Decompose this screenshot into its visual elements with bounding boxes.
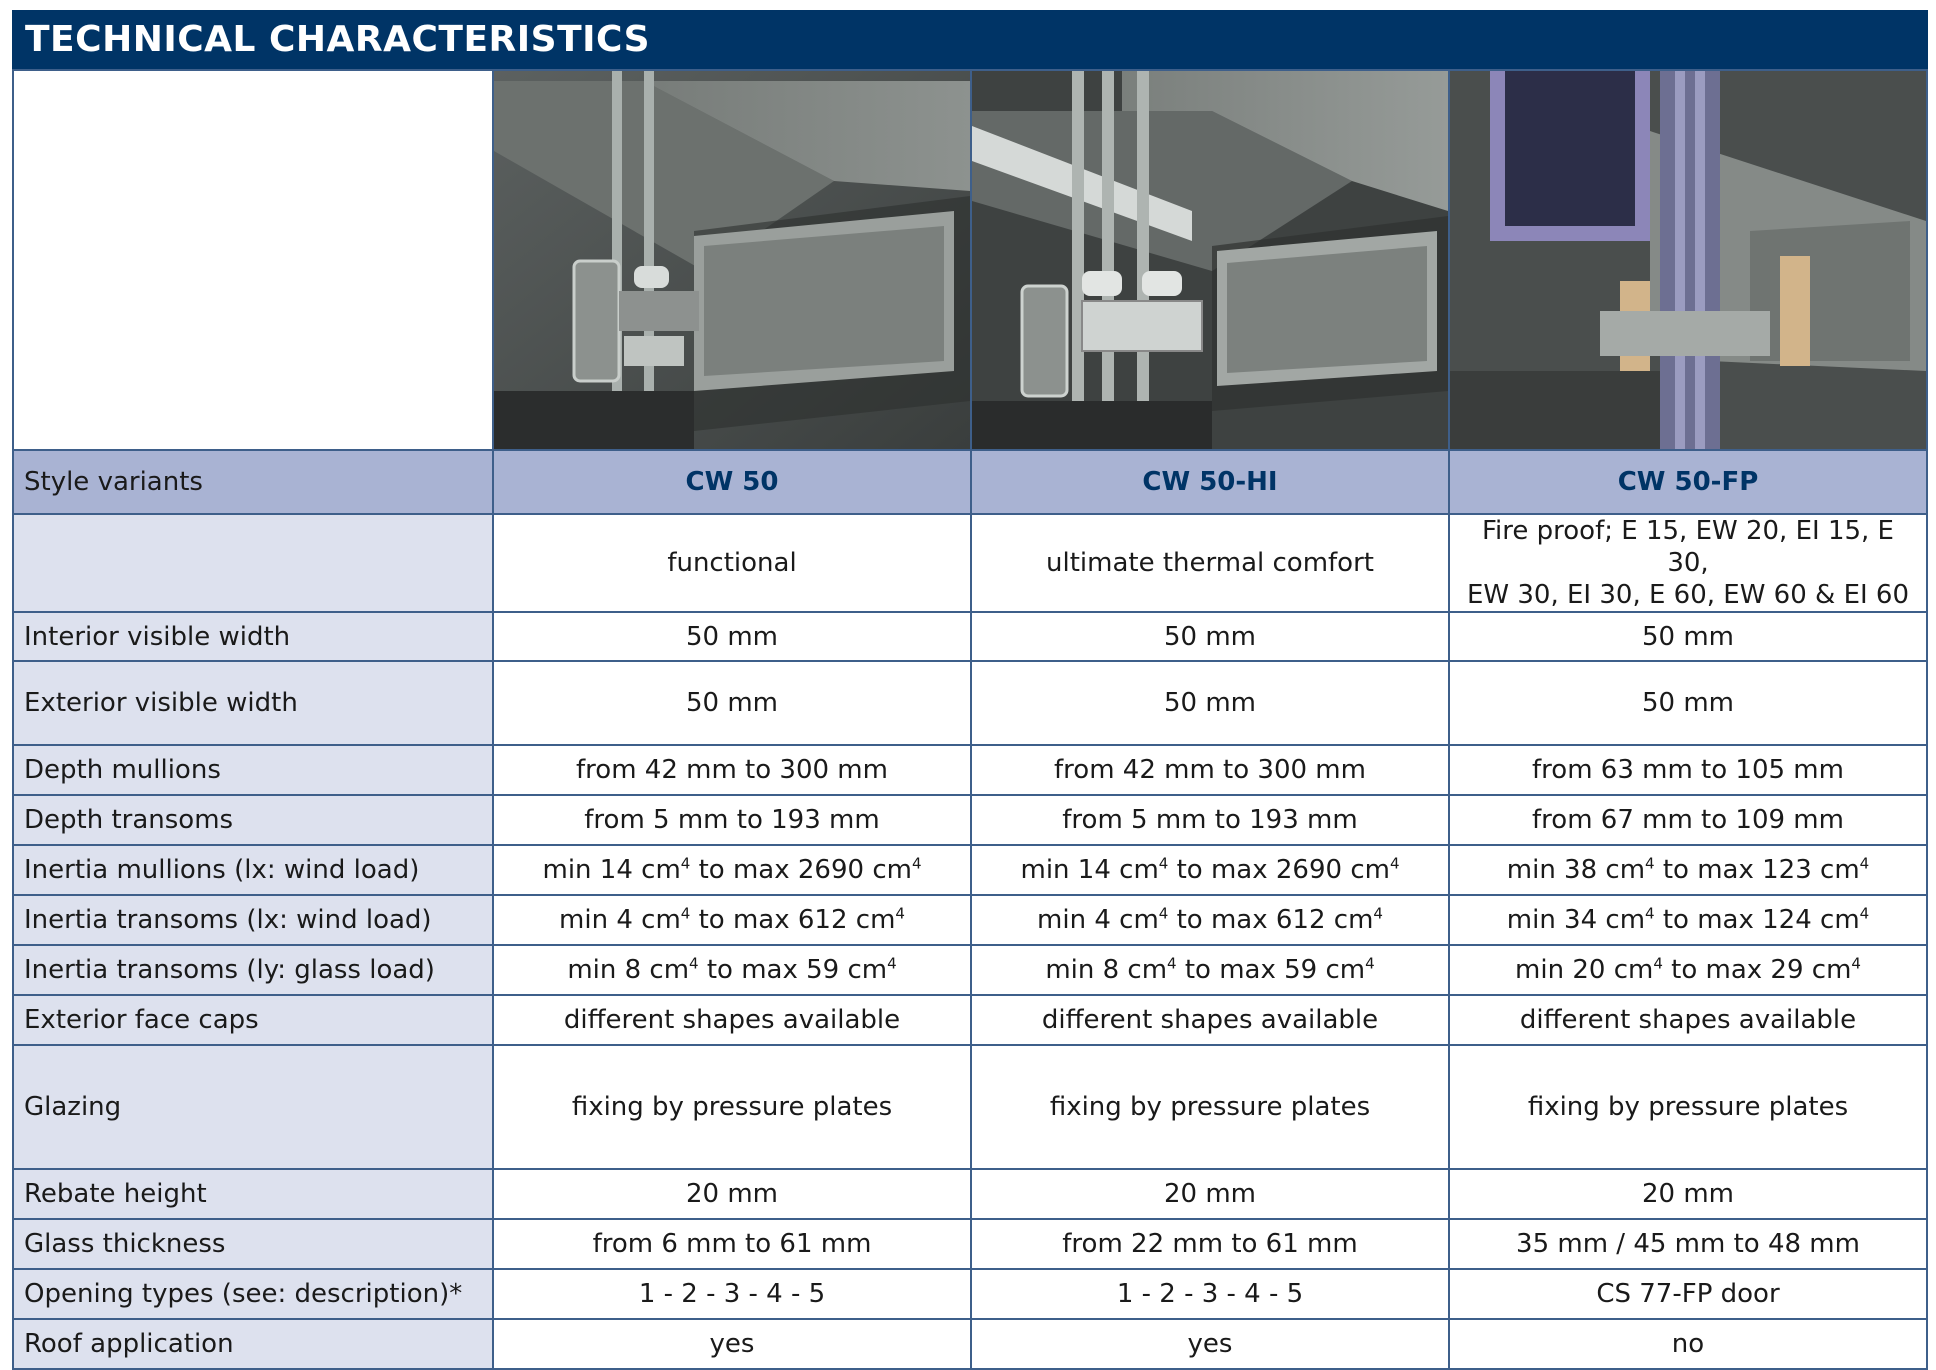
row-label: Inertia transoms (ly: glass load) — [13, 945, 493, 995]
image-row-blank-cell — [13, 70, 493, 450]
cell-cw50hi: min 14 $cm^4$ to max 2690 $cm^4$ — [971, 845, 1449, 895]
cell-cw50fp: CS 77-FP door — [1449, 1269, 1927, 1319]
cell-cw50: min 8 $cm^4$ to max 59 $cm^4$ — [493, 945, 971, 995]
table-row — [13, 1319, 1927, 1369]
col-header-cw50fp: CW 50-FP — [1449, 450, 1927, 514]
cell-cw50: from 42 mm to 300 mm — [493, 745, 971, 795]
cell-cw50hi: different shapes available — [971, 995, 1449, 1045]
cell-cw50fp: min 34 $cm^4$ to max 124 $cm^4$ — [1449, 895, 1927, 945]
cell-cw50: from 5 mm to 193 mm — [493, 795, 971, 845]
cell-cw50hi: 20 mm — [971, 1169, 1449, 1219]
col-header-cw50hi: CW 50-HI — [971, 450, 1449, 514]
col-header-cw50: CW 50 — [493, 450, 971, 514]
cell-cw50: 50 mm — [493, 661, 971, 745]
cell-cw50: min 4 $cm^4$ to max 612 $cm^4$ — [493, 895, 971, 945]
row-label: Style variants — [13, 450, 493, 514]
row-label: Glazing — [13, 1045, 493, 1169]
cell-cw50hi: 50 mm — [971, 612, 1449, 661]
row-label: Glass thickness — [13, 1219, 493, 1269]
row-label: Exterior visible width — [13, 661, 493, 745]
cell-cw50: different shapes available — [493, 995, 971, 1045]
row-label: Opening types (see: description)* — [13, 1269, 493, 1319]
cw50-profile-image — [493, 70, 971, 450]
cell-cw50fp: 50 mm — [1449, 612, 1927, 661]
cell-cw50fp: min 38 $cm^4$ to max 123 $cm^4$ — [1449, 845, 1927, 895]
image-row — [13, 70, 1927, 450]
cell-cw50fp: 50 mm — [1449, 661, 1927, 745]
technical-sheet — [12, 10, 1928, 1370]
row-label: Exterior face caps — [13, 995, 493, 1045]
desc-cw50fp — [1449, 514, 1927, 612]
cell-cw50: 1 - 2 - 3 - 4 - 5 — [493, 1269, 971, 1319]
cell-cw50hi: from 5 mm to 193 mm — [971, 795, 1449, 845]
table-row — [13, 661, 1927, 745]
row-label: Interior visible width — [13, 612, 493, 661]
cell-cw50fp: different shapes available — [1449, 995, 1927, 1045]
cell-cw50hi: from 22 mm to 61 mm — [971, 1219, 1449, 1269]
row-label-empty — [13, 514, 493, 612]
cell-cw50hi: fixing by pressure plates — [971, 1045, 1449, 1169]
table-row — [13, 895, 1927, 945]
desc-cw50fp-line1: Fire proof; E 15, EW 20, EI 15, E 30, — [1481, 516, 1894, 578]
table-row — [13, 1219, 1927, 1269]
row-label: Inertia transoms (lx: wind load) — [13, 895, 493, 945]
cell-cw50fp: from 67 mm to 109 mm — [1449, 795, 1927, 845]
row-label: Depth mullions — [13, 745, 493, 795]
cw50fp-profile-image — [1449, 70, 1927, 450]
cell-cw50hi: yes — [971, 1319, 1449, 1369]
style-variants-row — [13, 450, 1927, 514]
desc-cw50fp-line2: EW 30, EI 30, E 60, EW 60 & EI 60 — [1466, 580, 1910, 610]
cell-cw50fp: 20 mm — [1449, 1169, 1927, 1219]
table-row — [13, 1269, 1927, 1319]
characteristics-table — [12, 69, 1928, 1370]
table-row — [13, 1169, 1927, 1219]
desc-cw50: functional — [493, 514, 971, 612]
desc-cw50hi: ultimate thermal comfort — [971, 514, 1449, 612]
row-label: Inertia mullions (lx: wind load) — [13, 845, 493, 895]
table-row — [13, 612, 1927, 661]
cell-cw50fp: from 63 mm to 105 mm — [1449, 745, 1927, 795]
cell-cw50: from 6 mm to 61 mm — [493, 1219, 971, 1269]
description-row — [13, 514, 1927, 612]
table-row — [13, 795, 1927, 845]
table-row — [13, 995, 1927, 1045]
row-label: Rebate height — [13, 1169, 493, 1219]
cell-cw50fp: no — [1449, 1319, 1927, 1369]
cell-cw50hi: min 8 $cm^4$ to max 59 $cm^4$ — [971, 945, 1449, 995]
row-label: Roof application — [13, 1319, 493, 1369]
cell-cw50hi: from 42 mm to 300 mm — [971, 745, 1449, 795]
cell-cw50hi: 1 - 2 - 3 - 4 - 5 — [971, 1269, 1449, 1319]
page-title: TECHNICAL CHARACTERISTICS — [12, 10, 1928, 69]
cw50hi-profile-image — [971, 70, 1449, 450]
cell-cw50: yes — [493, 1319, 971, 1369]
cell-cw50fp: min 20 $cm^4$ to max 29 $cm^4$ — [1449, 945, 1927, 995]
cell-cw50: 20 mm — [493, 1169, 971, 1219]
cell-cw50fp: fixing by pressure plates — [1449, 1045, 1927, 1169]
cell-cw50fp: 35 mm / 45 mm to 48 mm — [1449, 1219, 1927, 1269]
table-row — [13, 1045, 1927, 1169]
cell-cw50: fixing by pressure plates — [493, 1045, 971, 1169]
table-row — [13, 745, 1927, 795]
cell-cw50: 50 mm — [493, 612, 971, 661]
table-row — [13, 945, 1927, 995]
cell-cw50: min 14 $cm^4$ to max 2690 $cm^4$ — [493, 845, 971, 895]
cell-cw50hi: min 4 $cm^4$ to max 612 $cm^4$ — [971, 895, 1449, 945]
cell-cw50hi: 50 mm — [971, 661, 1449, 745]
table-row — [13, 845, 1927, 895]
row-label: Depth transoms — [13, 795, 493, 845]
